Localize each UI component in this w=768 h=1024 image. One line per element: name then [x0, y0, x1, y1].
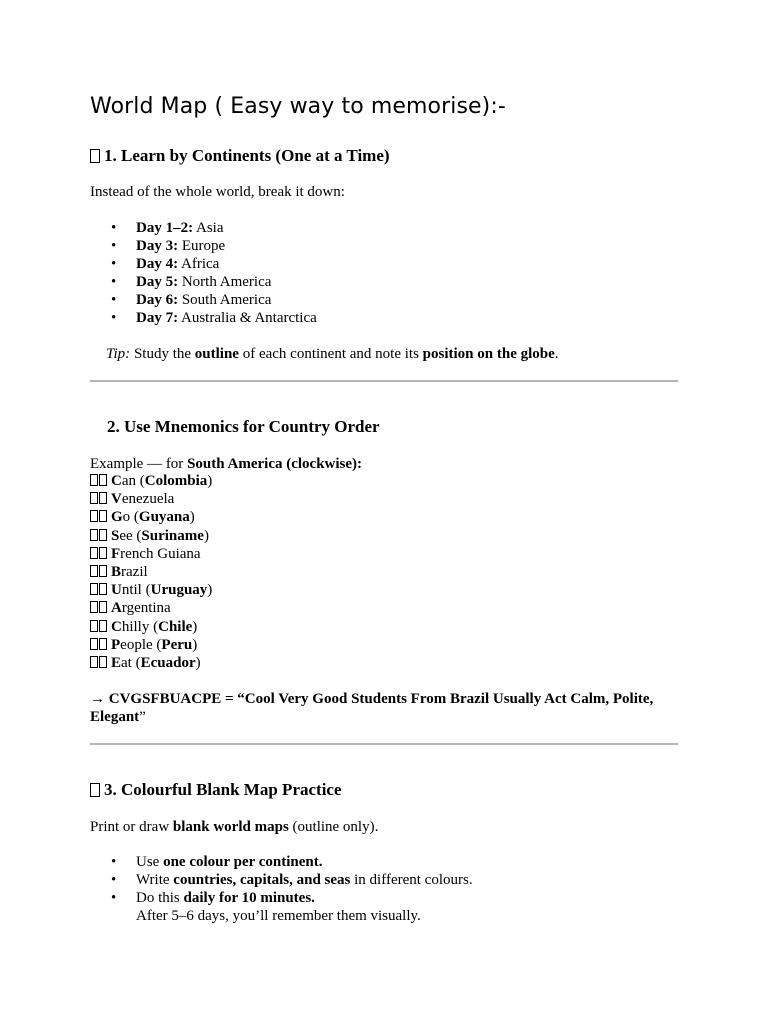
country-name: Uruguay: [150, 582, 208, 599]
list-item: People (Peru): [90, 636, 212, 654]
list-item: [90, 545, 212, 563]
item-text: in different colours.: [350, 872, 473, 888]
missing-glyph-icon: [99, 583, 107, 595]
item-text: Write: [136, 872, 174, 888]
arrow-icon: →: [90, 691, 105, 707]
list-item: [90, 237, 317, 255]
mnemonic-word: o: [122, 509, 131, 526]
list-item: [90, 291, 317, 309]
mnemonic-letter: U: [111, 582, 122, 599]
list-item: [90, 889, 473, 925]
continent-name: South America: [178, 292, 272, 308]
example-region: South America (clockwise):: [187, 456, 363, 472]
list-item: Go (Guyana): [90, 508, 212, 526]
country-name: Chile: [158, 618, 193, 635]
tip-bold: outline: [194, 346, 239, 362]
missing-glyph-icon: [90, 638, 98, 650]
mnemonic-word: razil: [121, 563, 148, 580]
missing-glyph-icon: [99, 620, 107, 632]
missing-glyph-icon: [90, 656, 98, 668]
intro-text: Print or draw: [90, 819, 173, 835]
list-item: [90, 219, 317, 237]
missing-glyph-icon: [90, 583, 98, 595]
continent-name: Africa: [178, 256, 220, 272]
list-item: [90, 871, 473, 889]
list-item: Chilly (Chile): [90, 618, 212, 636]
country-name: Guyana: [138, 509, 190, 526]
country-name: Colombia: [144, 473, 208, 489]
section-2-heading: 2. Use Mnemonics for Country Order: [107, 417, 380, 436]
missing-glyph-icon: [90, 601, 98, 613]
missing-glyph-icon: [90, 529, 98, 541]
missing-glyph-icon: [90, 474, 98, 486]
mnemonic-example-intro: [90, 455, 362, 473]
missing-glyph-icon: [99, 474, 107, 486]
item-text: Do this: [136, 890, 184, 906]
section-3-intro: [90, 818, 378, 836]
item-bold: daily for 10 minutes.: [183, 890, 315, 906]
section-1-heading: [90, 146, 390, 166]
mnemonic-word: enezuela: [121, 491, 175, 508]
missing-glyph-icon: [90, 620, 98, 632]
missing-glyph-icon: [99, 529, 107, 541]
mnemonic-letter: E: [111, 654, 122, 671]
missing-glyph-icon: [99, 656, 107, 668]
mnemonic-letter: P: [111, 636, 121, 653]
mnemonic-word: ee: [119, 527, 133, 544]
list-item: Eat (Ecuador): [90, 654, 212, 672]
tip-bold: position on the globe: [422, 346, 555, 362]
section-1-heading-text: 1. Learn by Continents (One at a Time): [104, 146, 390, 165]
mnemonic-letter: V: [111, 491, 122, 508]
list-item: [90, 273, 317, 291]
mnemonic-word: an: [121, 473, 137, 489]
example-prefix: Example — for: [90, 456, 188, 472]
list-item: [90, 599, 212, 617]
summary-end: ”: [139, 709, 146, 725]
continent-name: Australia & Antarctica: [178, 310, 317, 326]
tip-text: of each continent and note its: [238, 346, 423, 362]
tip-paragraph: [106, 345, 559, 363]
mnemonic-word: rgentina: [121, 600, 171, 617]
continent-name: North America: [178, 274, 272, 290]
day-label: Day 1–2:: [136, 220, 194, 236]
missing-glyph-icon: [99, 638, 107, 650]
missing-glyph-icon: [90, 492, 98, 504]
mnemonic-letter: A: [111, 600, 122, 617]
day-label: Day 3:: [136, 238, 179, 254]
mnemonic-letter: S: [111, 527, 120, 544]
intro-text: (outline only).: [288, 819, 379, 835]
section-1-intro: Instead of the whole world, break it down:: [90, 184, 345, 200]
mnemonic-letter: B: [111, 563, 122, 580]
missing-glyph-icon: [99, 565, 107, 577]
horizontal-rule: [90, 743, 678, 745]
continent-schedule-list: [90, 219, 317, 327]
missing-glyph-icon: [99, 601, 107, 613]
list-item: [90, 255, 317, 273]
item-text: Use: [136, 854, 164, 870]
mnemonic-word: ntil: [121, 582, 142, 599]
item-bold: countries, capitals, and seas: [173, 872, 351, 888]
country-name: Ecuador: [140, 654, 196, 671]
horizontal-rule: [90, 380, 678, 382]
missing-glyph-icon: [90, 510, 98, 522]
tip-label: Tip:: [106, 346, 131, 362]
mnemonic-word: at: [121, 654, 132, 671]
intro-bold: blank world maps: [172, 819, 289, 835]
list-item: [90, 853, 473, 871]
day-label: Day 7:: [136, 310, 179, 326]
day-label: Day 4:: [136, 256, 179, 272]
tip-text: .: [554, 346, 559, 362]
missing-glyph-icon: [99, 510, 107, 522]
item-continuation: After 5–6 days, you’ll remember them visually.: [136, 908, 421, 924]
mnemonic-word: rench Guiana: [120, 545, 201, 562]
missing-glyph-icon: [90, 547, 98, 559]
continent-name: Asia: [193, 220, 224, 236]
list-item: [90, 563, 212, 581]
mnemonic-summary: [90, 690, 680, 726]
missing-glyph-icon: [90, 783, 100, 797]
missing-glyph-icon: [90, 565, 98, 577]
list-item: See (Suriname): [90, 527, 212, 545]
tip-text: Study the: [130, 346, 195, 362]
mnemonic-letter: C: [111, 473, 122, 489]
section-3-heading: [90, 780, 342, 800]
practice-list: [90, 853, 473, 925]
mnemonic-letter: F: [111, 545, 121, 562]
country-name: Peru: [161, 636, 193, 653]
country-name: Suriname: [141, 527, 204, 544]
continent-name: Europe: [178, 238, 226, 254]
missing-glyph-icon: [99, 547, 107, 559]
document-title: World Map ( Easy way to memorise):-: [90, 94, 506, 119]
list-item: [90, 309, 317, 327]
list-item: [90, 490, 212, 508]
section-3-heading-text: 3. Colourful Blank Map Practice: [104, 780, 342, 799]
missing-glyph-icon: [90, 149, 100, 163]
mnemonic-list: [90, 472, 212, 672]
day-label: Day 5:: [136, 274, 179, 290]
mnemonic-letter: G: [111, 509, 123, 526]
mnemonic-letter: C: [111, 618, 122, 635]
mnemonic-word: eople: [120, 636, 153, 653]
summary-bold: CVGSFBUACPE = “Cool Very Good Students From Brazil Usually Act Calm, Polite, Elegant: [90, 691, 654, 725]
list-item: Until (Uruguay): [90, 581, 212, 599]
missing-glyph-icon: [99, 492, 107, 504]
item-bold: one colour per continent.: [163, 854, 323, 870]
mnemonic-word: hilly: [121, 618, 150, 635]
day-label: Day 6:: [136, 292, 179, 308]
list-item: Can (Colombia): [90, 472, 212, 490]
